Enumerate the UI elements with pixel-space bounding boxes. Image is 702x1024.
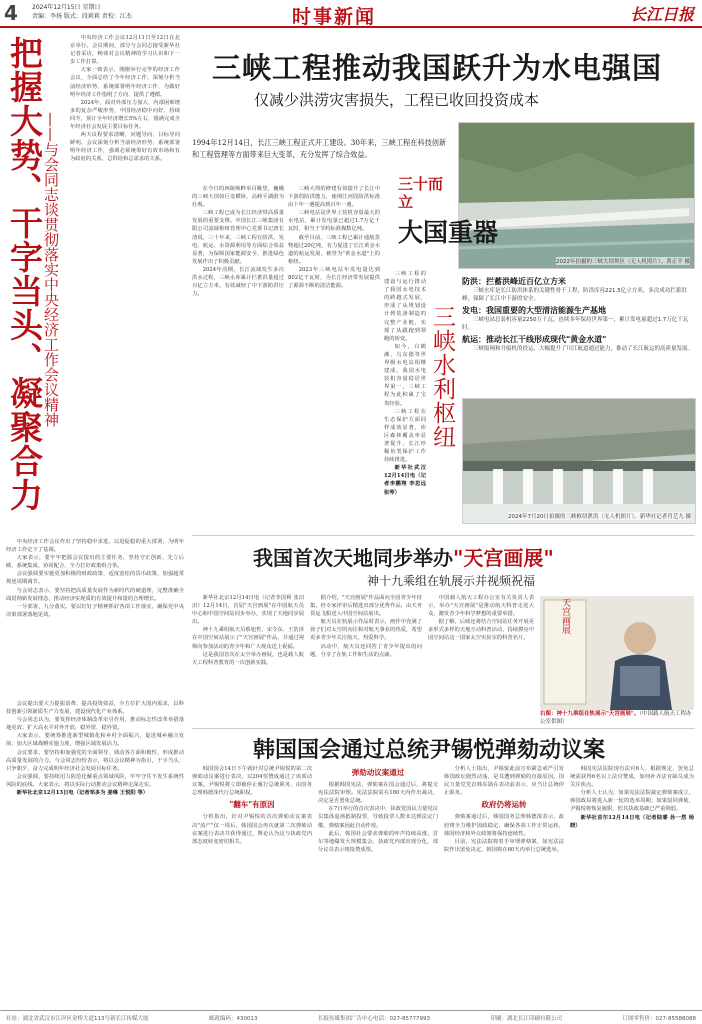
three-gorges-vertical-label: 三峡水利枢纽 xyxy=(429,305,455,449)
three-gorges-sidebar xyxy=(462,276,694,355)
left-feature-col2 xyxy=(6,538,184,693)
signoff: 新华社首尔12月14日电（记者陆睿 孙一然 杨晓） xyxy=(570,814,694,829)
signoff: 新华社武汉12月14日电（记者李鹏翔 李思远 张琴） xyxy=(384,465,426,496)
tiangong-headline xyxy=(253,542,554,571)
paragraph: 航天员在轨展示作品时表示，画作中充满了孩子们对太空的向往和对航天事业的热爱，希望更多青少年关注航天、热爱科学。 xyxy=(310,619,422,642)
date-line: 2024年12月15日 星期日 xyxy=(32,4,101,11)
paper-logo: 长江日报 xyxy=(629,5,694,24)
three-gorges-headline: 三峡工程推动我国跃升为水电强国 xyxy=(212,51,663,85)
three-gorges-col3 xyxy=(384,270,426,530)
section-divider xyxy=(192,728,695,729)
sidebar-heading: 防洪：拦蓄洪峰近百亿立方米 xyxy=(462,277,566,286)
footer-postal: 邮政编码：430013 xyxy=(209,1015,258,1022)
paragraph: 分析人士指出，尹锡悦此前宣布紧急戒严引发韩国政坛剧烈动荡，是其遭到弹劾的直接原因。国民力量党党首韩东勋在表决前表示，应当让总统停止职务。 xyxy=(444,766,564,797)
three-gorges-col2 xyxy=(288,185,380,530)
three-gorges-lead: 1994年12月14日，长江三峡工程正式开工建设。30年来，三峡工程在科技创新和工程管理等方面带来巨大变革，充分发挥了综合效益。 xyxy=(192,138,447,159)
paragraph: 三峡工程在生态保护方面同样成效显著，库区森林覆盖率显著提升，长江珍稀鱼类保护工作持续推进。 xyxy=(384,408,426,464)
paragraph: 活动中，航天员还回答了青少年提出的问题，分享了在轨工作和生活的点滴。 xyxy=(310,643,422,658)
section-divider xyxy=(192,535,695,536)
paragraph: 新华社北京12月14日电（记者李国利 张汨汨）12月14日，首届"天宫画展"在中国航天员中心和中国空间站同步举办，实现了天地同步展出。 xyxy=(192,595,304,626)
photo-caption: 2024年7月20日拍摄的三峡枢纽泄洪（无人机照片）。新华社记者肖艺九 摄 xyxy=(508,514,691,520)
paragraph: 中央经济工作会议作出了坚持稳中求进、以进促稳的重大部署，为明年经济工作定下了基调。 xyxy=(6,539,184,554)
paragraph: 2023年三峡电站年发电量达到802亿千瓦时，为长江经济带发展提供了源源不断的清洁能源。 xyxy=(288,266,380,290)
paragraph: 两天议程要求清晰，问题导向、目标导向鲜明。会议深刻分析当前经济形势，系统部署明年经济工作，强调必须统筹好有效市场和有为政府的关系、总供给和总需求的关系。 xyxy=(70,132,180,163)
korea-subhead-3: 政府仍将运转 xyxy=(481,800,527,810)
paragraph: 在今日的西陵峡畔举目眺望，巍峨的三峡大坝如巨龙横卧，高峡平湖蔚为壮观。 xyxy=(192,186,284,209)
korea-headline: 韩国国会通过总统尹锡悦弹劾动议案 xyxy=(253,738,606,763)
paragraph: 2024年，面对外部压力加大、内部困难增多的复杂严峻形势，中国经济稳中向好、持续回升，预计全年经济增长5%左右，圆满完成全年经济社会发展主要目标任务。 xyxy=(70,99,180,131)
paragraph: 中国载人航天工程办公室有关负责人表示，举办"天宫画展"是推动航天科普走进大众、激发青少年科学梦想的重要举措。 xyxy=(428,595,534,618)
paragraph: 2024年汛期，长江流域发生多次洪水过程，三峡水库累计拦蓄洪量超过百亿立方米，有效减轻了中下游防洪压力。 xyxy=(192,266,284,298)
paragraph: 会议提出要大力提振消费、提高投资效益，全方位扩大国内需求，以科技创新引领新质生产力发展，建设现代化产业体系。 xyxy=(6,701,184,716)
paragraph: 分析人士认为，如果宪法法院裁定弹劾案成立，韩国政局将进入新一轮的选举周期；如果驳回弹劾，尹锡悦将恢复履职，但其执政基础已严重削弱。 xyxy=(570,790,694,813)
three-gorges-subhead: 仅减少洪涝灾害损失，工程已收回投资成本 xyxy=(254,91,540,109)
paragraph: 大家表示，要统筹推进新型城镇化和乡村全面振兴，促进城乡融合发展；加大区域战略实施力度，增强区域发展活力。 xyxy=(6,733,184,748)
footer xyxy=(0,1010,702,1024)
paragraph: 根据韩国宪法，弹劾案在国会通过后，将提交宪法法院审理。宪法法院需在180天内作出裁决，决定是否罢免总统。 xyxy=(318,782,438,805)
footer-price: 订阅零售价：027-85588088 xyxy=(622,1015,696,1022)
tiangong-col3 xyxy=(428,594,534,724)
dam-spillway-photo xyxy=(462,398,696,524)
paragraph: 韩国宪法法院现有法官6人，根据规定，罢免总统需获得6名以上法官赞成，如何补齐法官缺员成为关注焦点。 xyxy=(570,766,694,789)
paragraph: 与会同志认为，要发挥经济体制改革牵引作用，推动标志性改革举措落地见效；扩大高水平对外开放，稳外贸、稳外资。 xyxy=(6,717,184,732)
tiangong-photo xyxy=(540,596,694,710)
sidebar-text: 三峡水库是长江防洪体系的关键性骨干工程，防洪库容221.5亿立方米，多次成功拦蓄洪峰，保障了长江中下游的安全。 xyxy=(462,288,687,302)
tiangong-col2 xyxy=(310,594,422,724)
tiangong-poster-label: 天宫画展 xyxy=(560,598,570,634)
three-gorges-col1 xyxy=(192,185,284,530)
caption-rest: （中国载人航天工程办公室供图） xyxy=(540,711,692,725)
paragraph: 与会同志表示，要坚持把高质量发展作为新时代的硬道理，完整准确全面贯彻新发展理念，推动经济实现质的有效提升和量的合理增长。 xyxy=(6,587,184,602)
paragraph: 弹劾案通过后，韩国国务总理韩德洙表示，政府将全力维护国政稳定，确保各项工作正常运转，韩国经济和外交政策将保持连续性。 xyxy=(444,814,564,837)
sidebar-heading: 发电：我国重要的大型清洁能源生产基地 xyxy=(462,306,606,315)
korea-col3 xyxy=(444,765,564,1005)
paragraph: 三峡工程的建设与运行推动了我国水电技术的跨越式发展，形成了从规划设计到装备制造的完整产业链，实现了从跟跑到领跑的转变。 xyxy=(384,271,426,342)
paragraph: 分析指出，针对尹锡悦的首次弹劾动议案表决"流产"仅一周后，韩国国会再次就第二次弹劾动议案进行表决并获得通过，舆论认为这与执政党内部态度转变密切相关。 xyxy=(192,814,312,845)
paragraph: 大家一致表示，刚刚举行完毕的经济工作会议，全面总结了今年经济工作，深刻分析当前经济形势，系统部署明年经济工作，为做好明年经济工作指明了方向、提供了遵循。 xyxy=(70,67,180,98)
paragraph: 三峡大坝的修建有效提升了长江中下游的防洪能力，使荆江河段防洪标准由十年一遇提高到百年一遇。 xyxy=(288,186,380,209)
footer-distribution: 印刷：湖北长江印刷有限公司 xyxy=(490,1015,562,1022)
tiangong-col1 xyxy=(192,594,304,724)
tiangong-caption xyxy=(540,710,694,726)
section-title: 时事新闻 xyxy=(292,6,377,28)
signoff: 新华社北京12月13日电（记者邹多为 姜琳 王悦阳 等） xyxy=(16,790,149,797)
sidebar-text: 三峡电站总装机容量2250万千瓦，连续多年保持世界第一，累计发电量超过1.7万亿千瓦时。 xyxy=(462,317,689,331)
editors-line: 责编：李扬 版式：段莉莉 责校：江杰 xyxy=(32,13,132,20)
paragraph: 中央经济工作会议12月11日至12日在北京举行。会议期间，部分与会同志接受新华社记者采访，畅谈对会议精神的学习认识和下一步工作打算。 xyxy=(70,35,180,66)
page-number: 4 xyxy=(4,1,18,25)
masthead-meta xyxy=(32,3,132,21)
left-feature-col1 xyxy=(70,34,180,534)
korea-col1 xyxy=(192,765,312,1005)
paragraph: 据了解，后续还将结合空间站任务开展更多形式多样的天地互动科普活动，持续擦亮中国空间站这一国家太空实验室的科普名片。 xyxy=(428,619,534,642)
paragraph: 目前，宪法法院将着手审理弹劾案，如宪法法院作出罢免决定，韩国将在60天内举行总统选举。 xyxy=(444,838,564,853)
paragraph: 此后，韩国社会要求弹劾的呼声持续高涨，首尔等地爆发大规模集会，执政党内部出现分化，部分议员表示将投赞成票。 xyxy=(318,830,438,853)
left-feature-col3 xyxy=(6,700,184,1005)
left-feature-subhead: ——与会同志谈贯彻落实中央经济工作会议精神 xyxy=(42,112,60,427)
paragraph: 如今，白鹤滩、乌东德等世界级水电站相继建成，我国水电装机容量稳居世界第一，三峡工程为此积累了宝贵经验。 xyxy=(384,343,426,407)
paragraph: 这是我国首次在太空举办画展，也是载人航天工程科普教育的一次创新实践。 xyxy=(192,651,304,666)
paragraph: 一分部署，九分落实。要以钉钉子精神抓好各项工作落实，确保党中央决策部署落地见效。 xyxy=(6,603,184,618)
paragraph: 韩国国会14日下午就针对总统尹锡悦的第二次弹劾动议案进行表决，以204票赞成通过了该项动议案。尹锡悦将立即被停止履行总统职务，由国务总理韩德洙代行总统职权。 xyxy=(192,766,312,797)
korea-col2 xyxy=(318,765,438,1005)
paragraph: 大家表示，要牢牢把握会议提出的主要任务，坚持守正创新、先立后破、系统集成、协同配合，全力打好政策组合拳。 xyxy=(6,555,184,570)
three-gorges-big-label: 大国重器 xyxy=(398,218,499,247)
paragraph: 截至目前，三峡工程已累计通航货物超过20亿吨，有力促进了长江黄金水道的航运发展，被誉为"黄金水道"上的枢纽。 xyxy=(288,234,380,265)
korea-subhead-1: "翻车"有原因 xyxy=(229,800,275,810)
paragraph: 在7日举行的首次表决中，执政党国民力量党议员集体退场抵制投票，导致投票人数未达到法定门槛，弹劾案因此自动作废。 xyxy=(318,806,438,829)
paragraph: 三峡电站是世界上装机容量最大的水电站，累计发电量已超过1.7万亿千瓦时，相当于节约标准煤数亿吨。 xyxy=(288,210,380,233)
paragraph: 会议强调要实施更加积极的财政政策、适度宽松的货币政策，加强超常规逆周期调节。 xyxy=(6,571,184,586)
three-gorges-red-subhead: 三十而立 xyxy=(398,175,444,211)
space-station-illustration xyxy=(540,596,694,710)
spillway-illustration xyxy=(463,399,696,524)
footer-address: 社址：湖北省武汉市江岸区金桥大道113号新长江传媒大厦 xyxy=(6,1015,149,1022)
dam-illustration xyxy=(459,123,695,269)
sidebar-heading: 航运：推动长江干线形成现代"黄金水道" xyxy=(462,335,607,344)
paragraph: 三峡工程已成为长江经济带高质量发展的重要支撑。中国长江三峡集团有限公司流域枢纽管理中心党委书记唐长清说，三十年来，三峡工程在防洪、发电、航运、水资源利用等方面综合效益显著，为保障国家能源安全、推进绿色发展作出了积极贡献。 xyxy=(192,210,284,265)
korea-col4 xyxy=(570,765,694,1005)
paragraph: 据介绍，"天宫画展"作品面向全国青少年征集，经专家评审后精选出部分优秀作品，由天舟货运飞船送入中国空间站展出。 xyxy=(310,595,422,618)
caption-bold: 右图：神十九乘组在轨展示"天宫画展"。 xyxy=(540,711,640,717)
tiangong-subhead: 神十九乘组在轨展示并视频祝福 xyxy=(367,574,536,588)
tiangong-headline-text: 我国首次天地同步举办 xyxy=(253,546,453,570)
photo-caption: 2022年拍摄的三峡大坝坝区（无人机照片）。黄正平 摄 xyxy=(556,259,690,265)
paragraph: 神十九乘组航天员蔡旭哲、宋令东、王浩泽在中国空间站展示了"天宫画展"作品，并通过视频向参加活动的青少年和广大观众送上祝福。 xyxy=(192,627,304,650)
korea-subhead-2: 弹劾动议案通过 xyxy=(351,768,405,777)
sidebar-text: 三峡船闸和升船机的投运，大幅提升了川江航道通过能力，推动了长江航运的高质量发展。 xyxy=(473,346,694,352)
left-feature-headline: 把握大势、干字当头、凝聚合力 xyxy=(5,36,44,512)
footer-ad-license: 长报传媒集团广告中心电话：027-85777993 xyxy=(318,1015,430,1022)
paragraph: 会议强调，要持续用力防范化解重点领域风险，牢牢守住不发生系统性风险的底线。大家表示，将以实际行动推动会议精神走深走实。 xyxy=(6,773,184,788)
tiangong-headline-quote: "天宫画展" xyxy=(453,546,554,570)
masthead xyxy=(0,0,702,28)
paragraph: 会议要求，要坚持和加强党的全面领导，调动各方面积极性，形成推动高质量发展的合力。与会同志纷纷表示，将以会议精神为指引，干字当头，只争朝夕，奋力完成明年经济社会发展目标任务。 xyxy=(6,749,184,772)
